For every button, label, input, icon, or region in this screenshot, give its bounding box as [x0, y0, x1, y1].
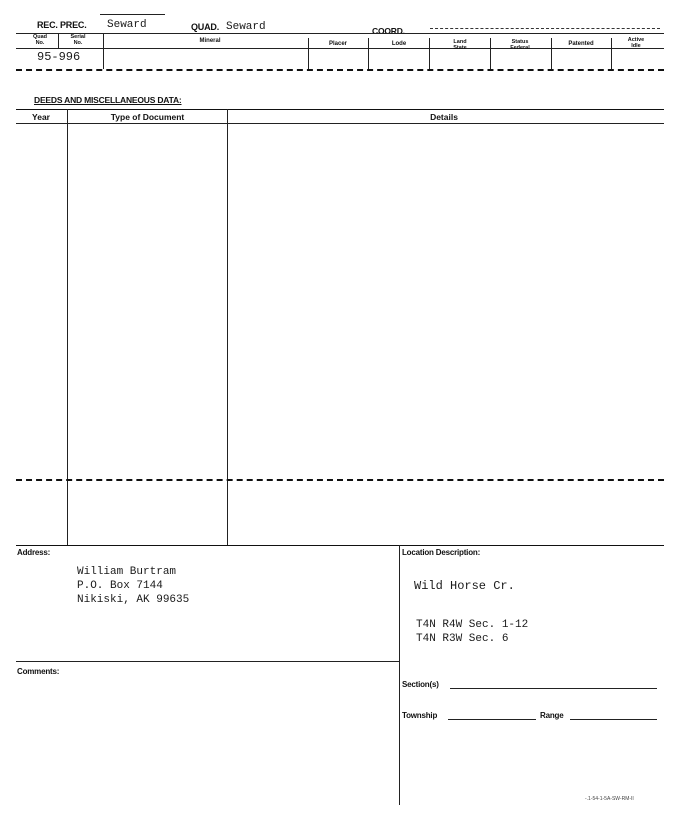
- deeds-header-rule: [16, 123, 664, 124]
- claim-table-header-rule: [16, 48, 664, 49]
- claim-table-bottom-dashed: [16, 69, 664, 71]
- address-label: Address:: [17, 548, 51, 557]
- top-rule-dashed: [430, 28, 660, 29]
- deeds-top-rule: [16, 109, 664, 110]
- rec-prec-label: REC. PREC.: [37, 20, 87, 30]
- quad-label: QUAD.: [191, 22, 219, 32]
- claim-col-divider: [490, 38, 491, 69]
- coord-label: COORD.: [372, 26, 405, 36]
- location-line: T4N R3W Sec. 6: [416, 633, 509, 645]
- address-line: Nikiski, AK 99635: [77, 594, 190, 606]
- location-line: T4N R4W Sec. 1-12: [416, 619, 529, 631]
- comments-label: Comments:: [17, 667, 60, 676]
- claim-col-divider: [103, 33, 104, 69]
- address-line: P.O. Box 7144: [77, 580, 163, 592]
- township-fill-line: [448, 719, 536, 720]
- rec-prec-value: Seward: [107, 19, 147, 31]
- quad-value: Seward: [226, 21, 266, 33]
- claim-col-divider: [58, 33, 59, 48]
- claim-col-divider: [551, 38, 552, 69]
- claim-col-divider: [429, 38, 430, 69]
- status-federal-header: Status Federal: [510, 39, 530, 51]
- claim-table-top-rule: [16, 33, 664, 34]
- claim-col-divider: [611, 38, 612, 69]
- details-column-header: Details: [430, 112, 458, 122]
- claim-col-divider: [368, 38, 369, 69]
- bottom-section-top-rule: [16, 545, 664, 546]
- sections-fill-line: [450, 688, 657, 689]
- address-line: William Burtram: [77, 566, 177, 578]
- year-column-header: Year: [32, 112, 50, 122]
- footer-mark: -.1-54-1-5A-SW-RM-II: [585, 796, 634, 802]
- type-of-document-column-header: Type of Document: [110, 112, 185, 122]
- claim-col-divider: [308, 38, 309, 69]
- quad-no-header: Quad No.: [32, 34, 48, 46]
- range-fill-line: [570, 719, 657, 720]
- address-comments-rule: [16, 661, 399, 662]
- location-name: Wild Horse Cr.: [414, 579, 515, 593]
- top-rule-short: [100, 14, 165, 15]
- mineral-header: Mineral: [199, 38, 221, 44]
- location-description-label: Location Description:: [402, 548, 481, 557]
- range-label: Range: [540, 711, 564, 720]
- township-label: Township: [402, 711, 438, 720]
- land-state-header: Land State: [453, 39, 467, 51]
- address-location-divider: [399, 545, 400, 805]
- quad-serial-value: 95-996: [37, 50, 81, 64]
- deeds-dashed-separator: [16, 479, 664, 481]
- patented-header: Patented: [568, 41, 594, 47]
- sections-label: Section(s): [402, 680, 439, 689]
- active-idle-header: Active Idle: [627, 37, 645, 49]
- deeds-section-title: DEEDS AND MISCELLANEOUS DATA:: [34, 95, 182, 105]
- serial-no-header: Serial No.: [70, 34, 86, 46]
- lode-header: Lode: [391, 41, 407, 47]
- placer-header: Placer: [328, 41, 347, 47]
